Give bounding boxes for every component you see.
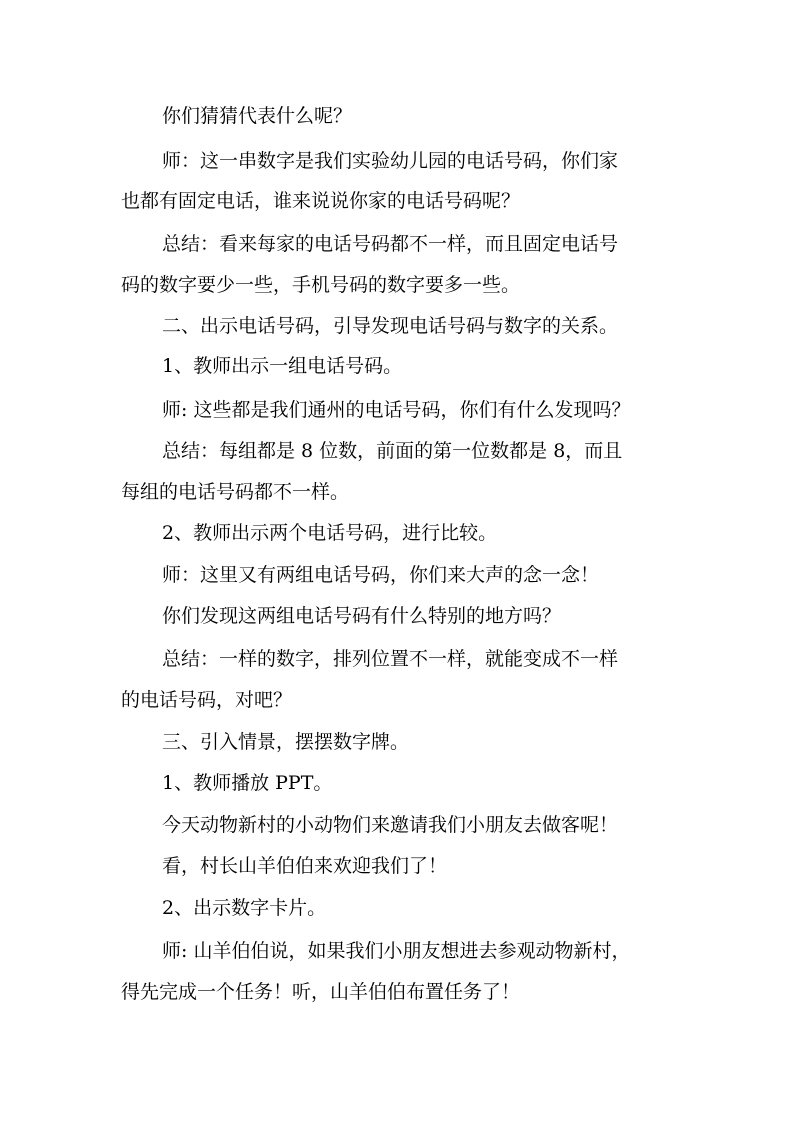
text-line: 2、教师出示两个电话号码，进行比较。 [162, 522, 498, 544]
text-line: 师: 山羊伯伯说，如果我们小朋友想进去参观动物新村， [162, 940, 631, 962]
text-line: 总结：看来每家的电话号码都不一样，而且固定电话号 [162, 233, 619, 255]
text-line: 总结：每组都是 8 位数，前面的第一位数都是 8，而且 [162, 440, 623, 462]
text-line: 2、出示数字卡片。 [162, 897, 327, 919]
text-line: 你们发现这两组电话号码有什么特别的地方吗？ [162, 605, 562, 627]
text-line: 得先完成一个任务！听，山羊伯伯布置任务了！ [121, 981, 521, 1003]
text-line: 二、出示电话号码，引导发现电话号码与数字的关系。 [162, 315, 619, 337]
text-line: 每组的电话号码都不一样。 [121, 481, 350, 503]
text-line: 师：这一串数字是我们实验幼儿园的电话号码，你们家 [162, 150, 619, 172]
text-line: 1、教师播放 PPT。 [162, 772, 333, 794]
text-line: 看，村长山羊伯伯来欢迎我们了！ [162, 855, 448, 877]
text-line: 码的数字要少一些，手机号码的数字要多一些。 [121, 274, 521, 296]
text-line: 师：这里又有两组电话号码，你们来大声的念一念！ [162, 564, 600, 586]
text-line: 1、教师出示一组电话号码。 [162, 355, 403, 377]
text-line: 你们猜猜代表什么呢？ [162, 105, 353, 127]
text-line: 今天动物新村的小动物们来邀请我们小朋友去做客呢！ [162, 814, 619, 836]
text-line: 总结：一样的数字，排列位置不一样，就能变成不一样 [162, 648, 619, 670]
text-line: 三、引入情景，摆摆数字牌。 [162, 731, 410, 753]
text-line: 的电话号码，对吧？ [121, 689, 293, 711]
text-line: 师: 这些都是我们通州的电话号码，你们有什么发现吗？ [162, 399, 631, 421]
text-line: 也都有固定电话，谁来说说你家的电话号码呢？ [121, 190, 521, 212]
